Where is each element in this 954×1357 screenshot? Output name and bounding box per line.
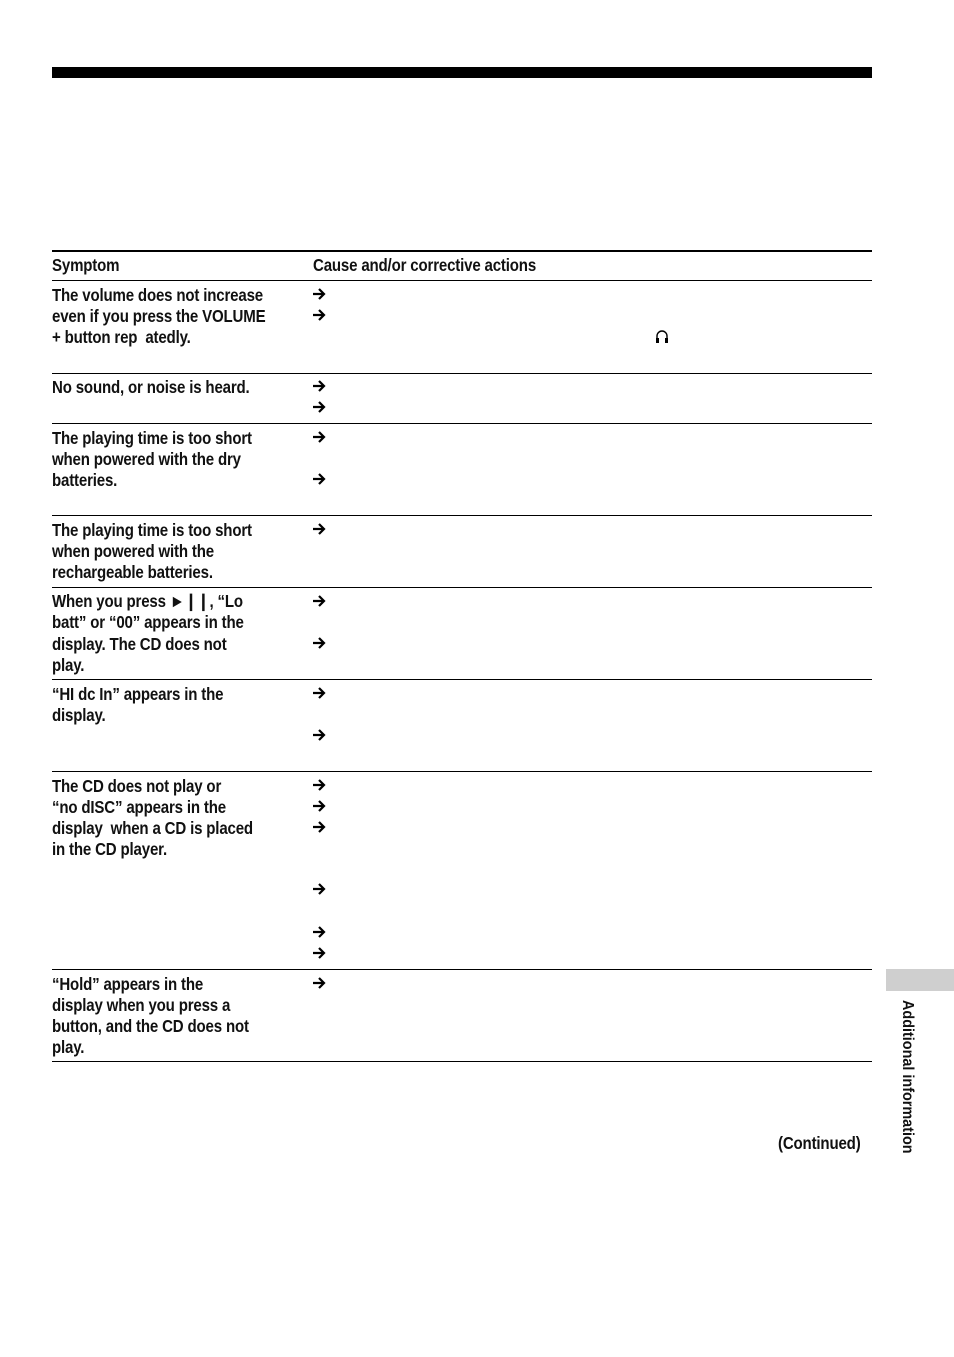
header-rule [52, 280, 872, 281]
row-rule [52, 679, 872, 680]
right-arrow-icon [312, 472, 328, 486]
right-arrow-icon [312, 976, 328, 990]
right-arrow-icon [312, 400, 328, 414]
right-arrow-icon [312, 430, 328, 444]
right-arrow-icon [312, 799, 328, 813]
symptom-line: when powered with the dry [52, 449, 241, 469]
headphone-icon [655, 328, 669, 344]
symptom-line: The CD does not play or [52, 776, 222, 796]
right-arrow-icon [312, 925, 328, 939]
right-arrow-icon [312, 728, 328, 742]
symptom-line: The volume does not increase [52, 285, 263, 305]
symptom-line: display when you press a [52, 995, 231, 1015]
symptom-line: No sound, or noise is heard. [52, 377, 250, 397]
symptom-line: “HI dc In” appears in the [52, 684, 224, 704]
symptom-line: When you press ►❙❙, “Lo [52, 591, 243, 611]
right-arrow-icon [312, 946, 328, 960]
symptom-line: The playing time is too short [52, 520, 252, 540]
symptom-header: Symptom [52, 255, 120, 275]
symptom-line: play. [52, 655, 85, 675]
right-arrow-icon [312, 379, 328, 393]
symptom-line: display when a CD is placed [52, 818, 253, 838]
right-arrow-icon [312, 594, 328, 608]
row-rule [52, 771, 872, 772]
symptom-line: rechargeable batteries. [52, 562, 213, 582]
row-rule [52, 373, 872, 374]
symptom-line: The playing time is too short [52, 428, 252, 448]
right-arrow-icon [312, 636, 328, 650]
right-arrow-icon [312, 882, 328, 896]
row-rule [52, 969, 872, 970]
symptom-line: button, and the CD does not [52, 1016, 249, 1036]
symptom-line: batt” or “00” appears in the [52, 612, 244, 632]
row-rule [52, 423, 872, 424]
symptom-line: “no dISC” appears in the [52, 797, 226, 817]
continued-label: (Continued) [778, 1133, 861, 1153]
symptom-line: when powered with the [52, 541, 214, 561]
symptom-line: + button rep atedly. [52, 327, 191, 347]
right-arrow-icon [312, 522, 328, 536]
symptom-line: display. [52, 705, 106, 725]
table-top-rule [52, 250, 872, 252]
symptom-line: even if you press the VOLUME [52, 306, 266, 326]
table-bottom-rule [52, 1061, 872, 1062]
section-tab [886, 969, 954, 991]
cause-header: Cause and/or corrective actions [313, 255, 537, 275]
right-arrow-icon [312, 686, 328, 700]
right-arrow-icon [312, 778, 328, 792]
row-rule [52, 515, 872, 516]
row-rule [52, 587, 872, 588]
symptom-line: “Hold” appears in the [52, 974, 204, 994]
section-label: Additional information [899, 1000, 916, 1154]
title-bar [52, 67, 872, 78]
right-arrow-icon [312, 308, 328, 322]
symptom-line: in the CD player. [52, 839, 168, 859]
right-arrow-icon [312, 820, 328, 834]
symptom-line: play. [52, 1037, 85, 1057]
symptom-line: batteries. [52, 470, 118, 490]
right-arrow-icon [312, 287, 328, 301]
symptom-line: display. The CD does not [52, 634, 227, 654]
